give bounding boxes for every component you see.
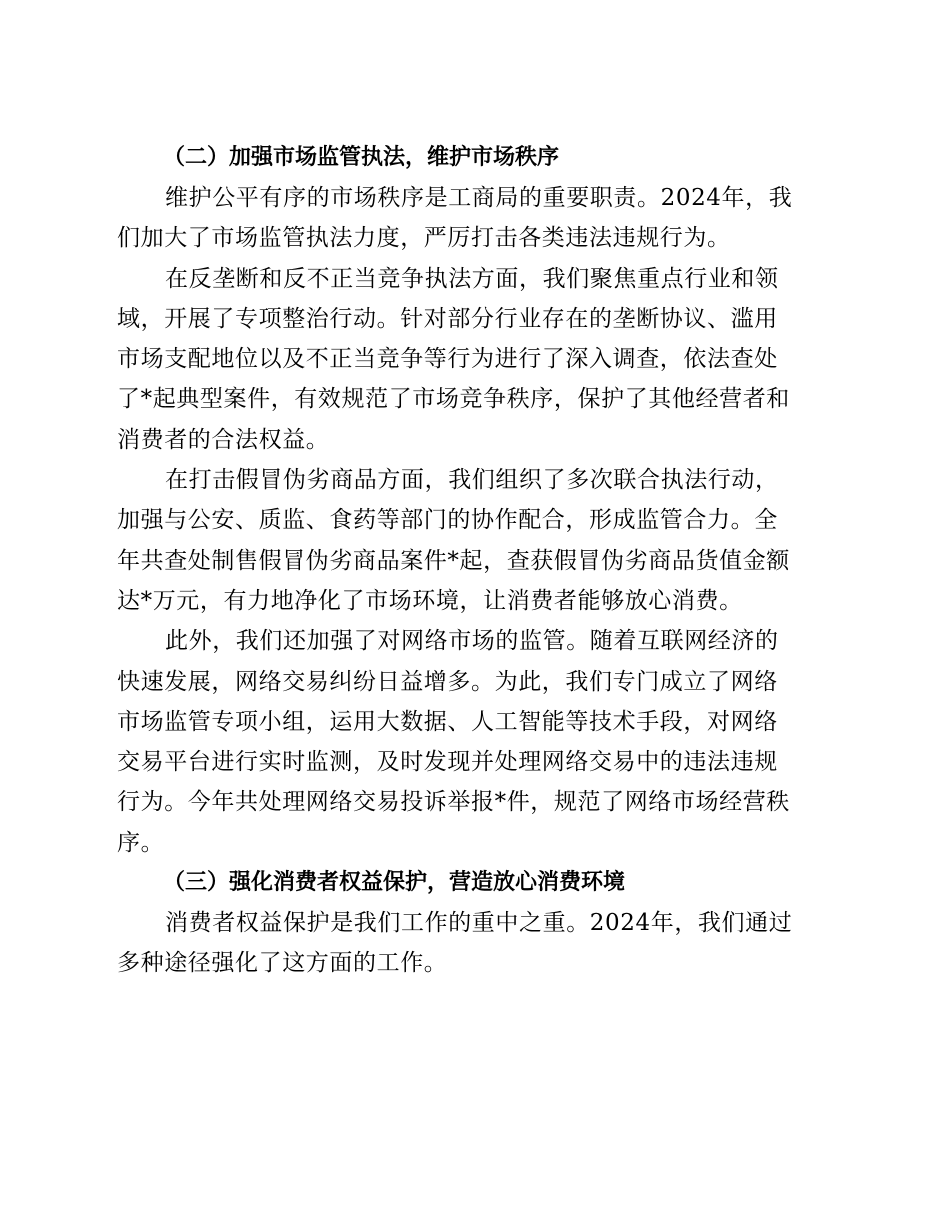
paragraph-line: 加强与公安、质监、食药等部门的协作配合，形成监管合力。全 <box>117 507 778 534</box>
paragraph-line: 年共查处制售假冒伪劣商品案件*起，查获假冒伪劣商品货值金额 <box>117 547 790 574</box>
paragraph <box>117 178 833 259</box>
paragraph-line: 市场监管专项小组，运用大数据、人工智能等技术手段，对网络 <box>117 708 778 735</box>
paragraph-line: 此外，我们还加强了对网络市场的监管。随着互联网经济的 <box>165 628 779 655</box>
paragraph-line: 序。 <box>117 829 165 856</box>
paragraph-line: 们加大了市场监管执法力度，严厉打击各类违法违规行为。 <box>117 225 731 252</box>
paragraph-line: 消费者的合法权益。 <box>117 426 330 453</box>
section-heading-3: （三）强化消费者权益保护，营造放心消费环境 <box>163 870 626 896</box>
paragraph <box>117 621 833 863</box>
section-heading-2: （二）加强市场监管执法，维护市场秩序 <box>163 145 560 170</box>
paragraph-line: 达*万元，有力地净化了市场环境，让消费者能够放心消费。 <box>117 587 743 614</box>
paragraph-line: 在反垄断和反不正当竞争执法方面，我们聚焦重点行业和领 <box>165 265 779 292</box>
paragraph-line: 了*起典型案件，有效规范了市场竞争秩序，保护了其他经营者和 <box>117 386 790 413</box>
paragraph-line: 多种途径强化了这方面的工作。 <box>117 950 448 977</box>
paragraph-line: 快速发展，网络交易纠纷日益增多。为此，我们专门成立了网络 <box>117 668 778 695</box>
paragraph-line: 消费者权益保护是我们工作的重中之重。2024年，我们通过 <box>165 910 793 937</box>
paragraph-line: 行为。今年共处理网络交易投诉举报*件，规范了网络市场经营秩 <box>117 789 790 816</box>
paragraph-line: 市场支配地位以及不正当竞争等行为进行了深入调查，依法查处 <box>117 346 778 373</box>
paragraph <box>117 903 833 984</box>
paragraph-line: 在打击假冒伪劣商品方面，我们组织了多次联合执法行动， <box>165 467 779 494</box>
paragraph <box>117 259 833 460</box>
document-page <box>117 138 833 984</box>
paragraph-line: 域，开展了专项整治行动。针对部分行业存在的垄断协议、滥用 <box>117 305 778 332</box>
paragraph-line: 交易平台进行实时监测，及时发现并处理网络交易中的违法违规 <box>117 749 778 776</box>
paragraph-line: 维护公平有序的市场秩序是工商局的重要职责。2024年，我 <box>165 185 793 211</box>
paragraph <box>117 460 833 621</box>
